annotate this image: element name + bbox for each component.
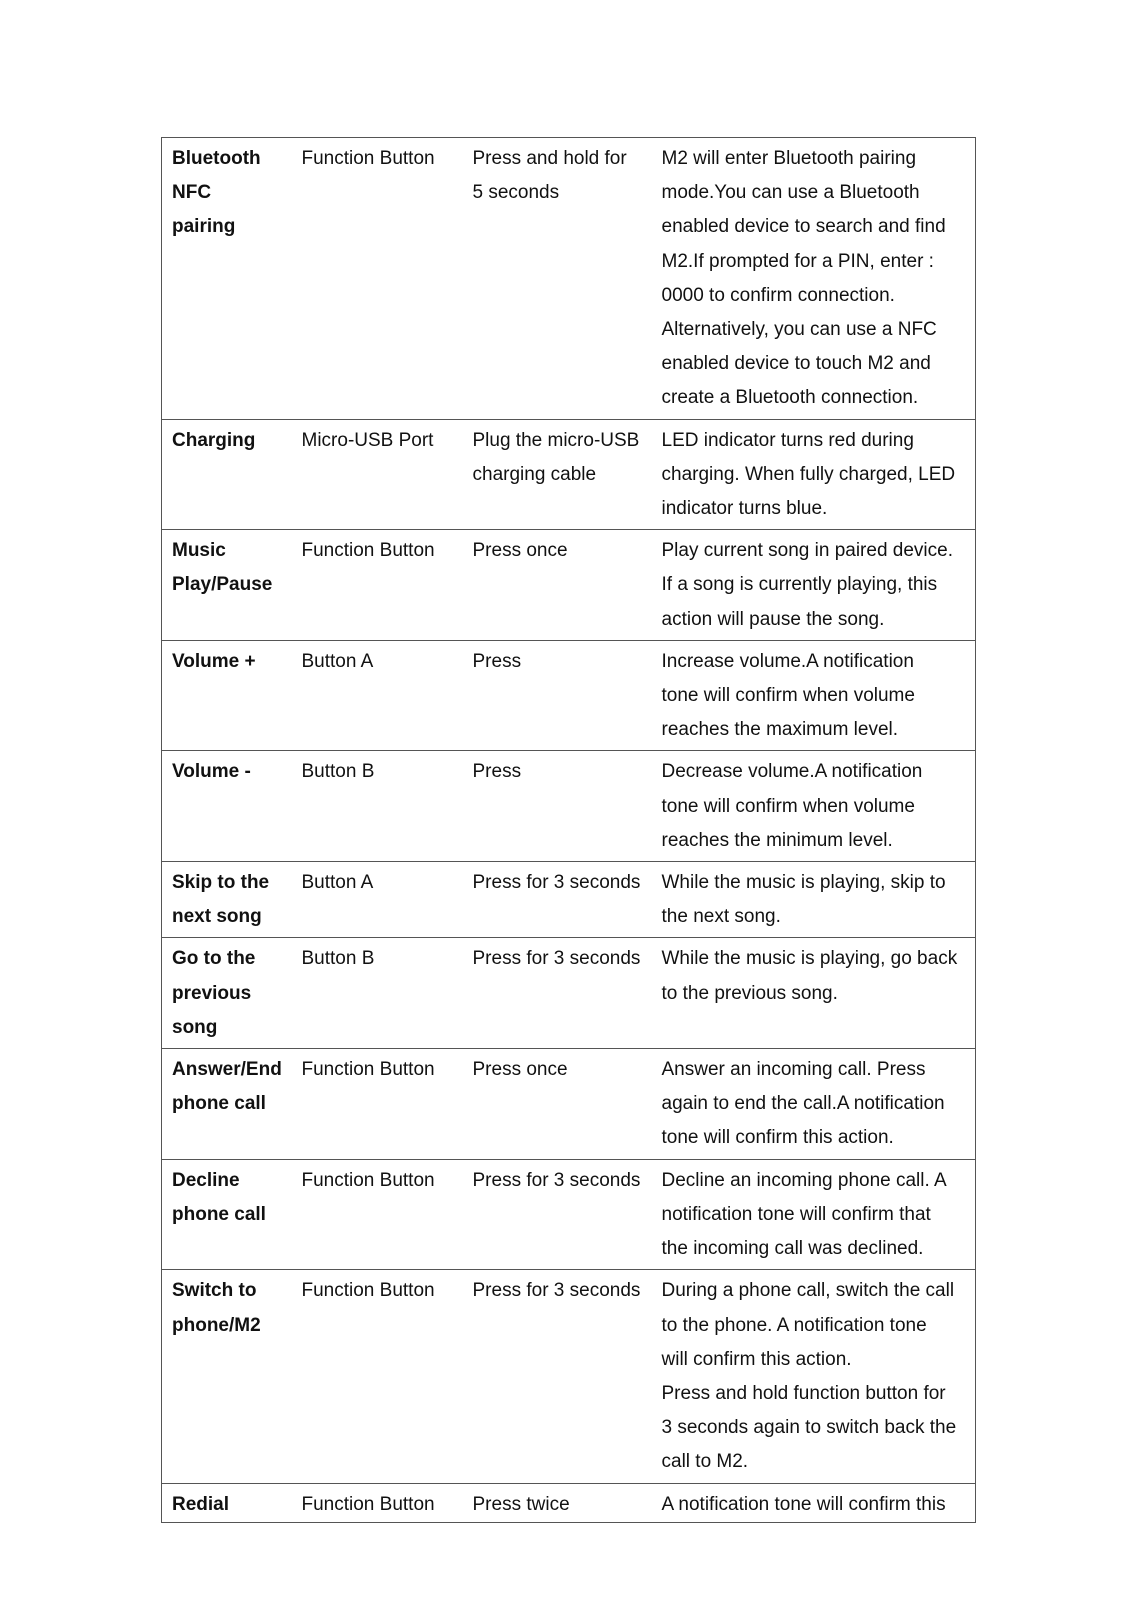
table-row [162, 1483, 976, 1522]
description-cell: While the music is playing, skip to the next song. [652, 862, 976, 938]
description-cell: LED indicator turns red during charging. When fully charged, LED indicator turns blue. [652, 419, 976, 530]
description-cell: While the music is playing, go back to the previous song. [652, 938, 976, 1049]
action-cell: Press for 3 seconds [463, 1270, 652, 1483]
control-cell: Function Button [292, 530, 463, 641]
function-cell: Switch to phone/M2 [162, 1270, 292, 1483]
action-cell: Press and hold for 5 seconds [463, 138, 652, 420]
control-cell: Button A [292, 862, 463, 938]
table-row [162, 751, 976, 862]
function-cell: Music Play/Pause [162, 530, 292, 641]
description-cell: During a phone call, switch the call to the phone. A notification tone will confirm this action. Press and hold function button for 3 seconds again to switch back the call to M2. [652, 1270, 976, 1483]
function-cell: Go to the previous song [162, 938, 292, 1049]
control-cell: Function Button [292, 1483, 463, 1522]
table-row [162, 1159, 976, 1270]
table-row [162, 138, 976, 420]
control-cell: Function Button [292, 1049, 463, 1160]
control-cell: Button B [292, 751, 463, 862]
action-cell: Press for 3 seconds [463, 862, 652, 938]
table-row [162, 862, 976, 938]
function-cell: Skip to the next song [162, 862, 292, 938]
control-cell: Function Button [292, 1159, 463, 1270]
table-row [162, 1270, 976, 1483]
control-cell: Function Button [292, 138, 463, 420]
description-cell: Play current song in paired device. If a song is currently playing, this action will pause the song. [652, 530, 976, 641]
table-row [162, 1049, 976, 1160]
action-cell: Press once [463, 1049, 652, 1160]
action-cell: Press [463, 751, 652, 862]
action-cell: Plug the micro-USB charging cable [463, 419, 652, 530]
description-cell: Decrease volume.A notification tone will confirm when volume reaches the minimum level. [652, 751, 976, 862]
action-cell: Press once [463, 530, 652, 641]
description-cell: M2 will enter Bluetooth pairing mode.You can use a Bluetooth enabled device to search and find M2.If prompted for a PIN, enter : 0000 to confirm connection. Alternatively, you can use a NFC enabled device to touch M2 and create a Bluetooth connection. [652, 138, 976, 420]
description-cell: Answer an incoming call. Press again to end the call.A notification tone will confirm this action. [652, 1049, 976, 1160]
function-cell: Redial [162, 1483, 292, 1522]
function-cell: Bluetooth NFC pairing [162, 138, 292, 420]
action-cell: Press [463, 640, 652, 751]
function-cell: Charging [162, 419, 292, 530]
function-cell: Volume + [162, 640, 292, 751]
table-row [162, 419, 976, 530]
table-row [162, 530, 976, 641]
table-row [162, 938, 976, 1049]
description-cell: Increase volume.A notification tone will confirm when volume reaches the maximum level. [652, 640, 976, 751]
function-cell: Decline phone call [162, 1159, 292, 1270]
control-cell: Function Button [292, 1270, 463, 1483]
function-cell: Answer/End phone call [162, 1049, 292, 1160]
function-table [161, 137, 976, 1523]
description-cell: Decline an incoming phone call. A notification tone will confirm that the incoming call was declined. [652, 1159, 976, 1270]
control-cell: Button B [292, 938, 463, 1049]
control-cell: Button A [292, 640, 463, 751]
table-row [162, 640, 976, 751]
action-cell: Press for 3 seconds [463, 1159, 652, 1270]
action-cell: Press twice [463, 1483, 652, 1522]
action-cell: Press for 3 seconds [463, 938, 652, 1049]
function-cell: Volume - [162, 751, 292, 862]
control-cell: Micro-USB Port [292, 419, 463, 530]
description-cell: A notification tone will confirm this [652, 1483, 976, 1522]
